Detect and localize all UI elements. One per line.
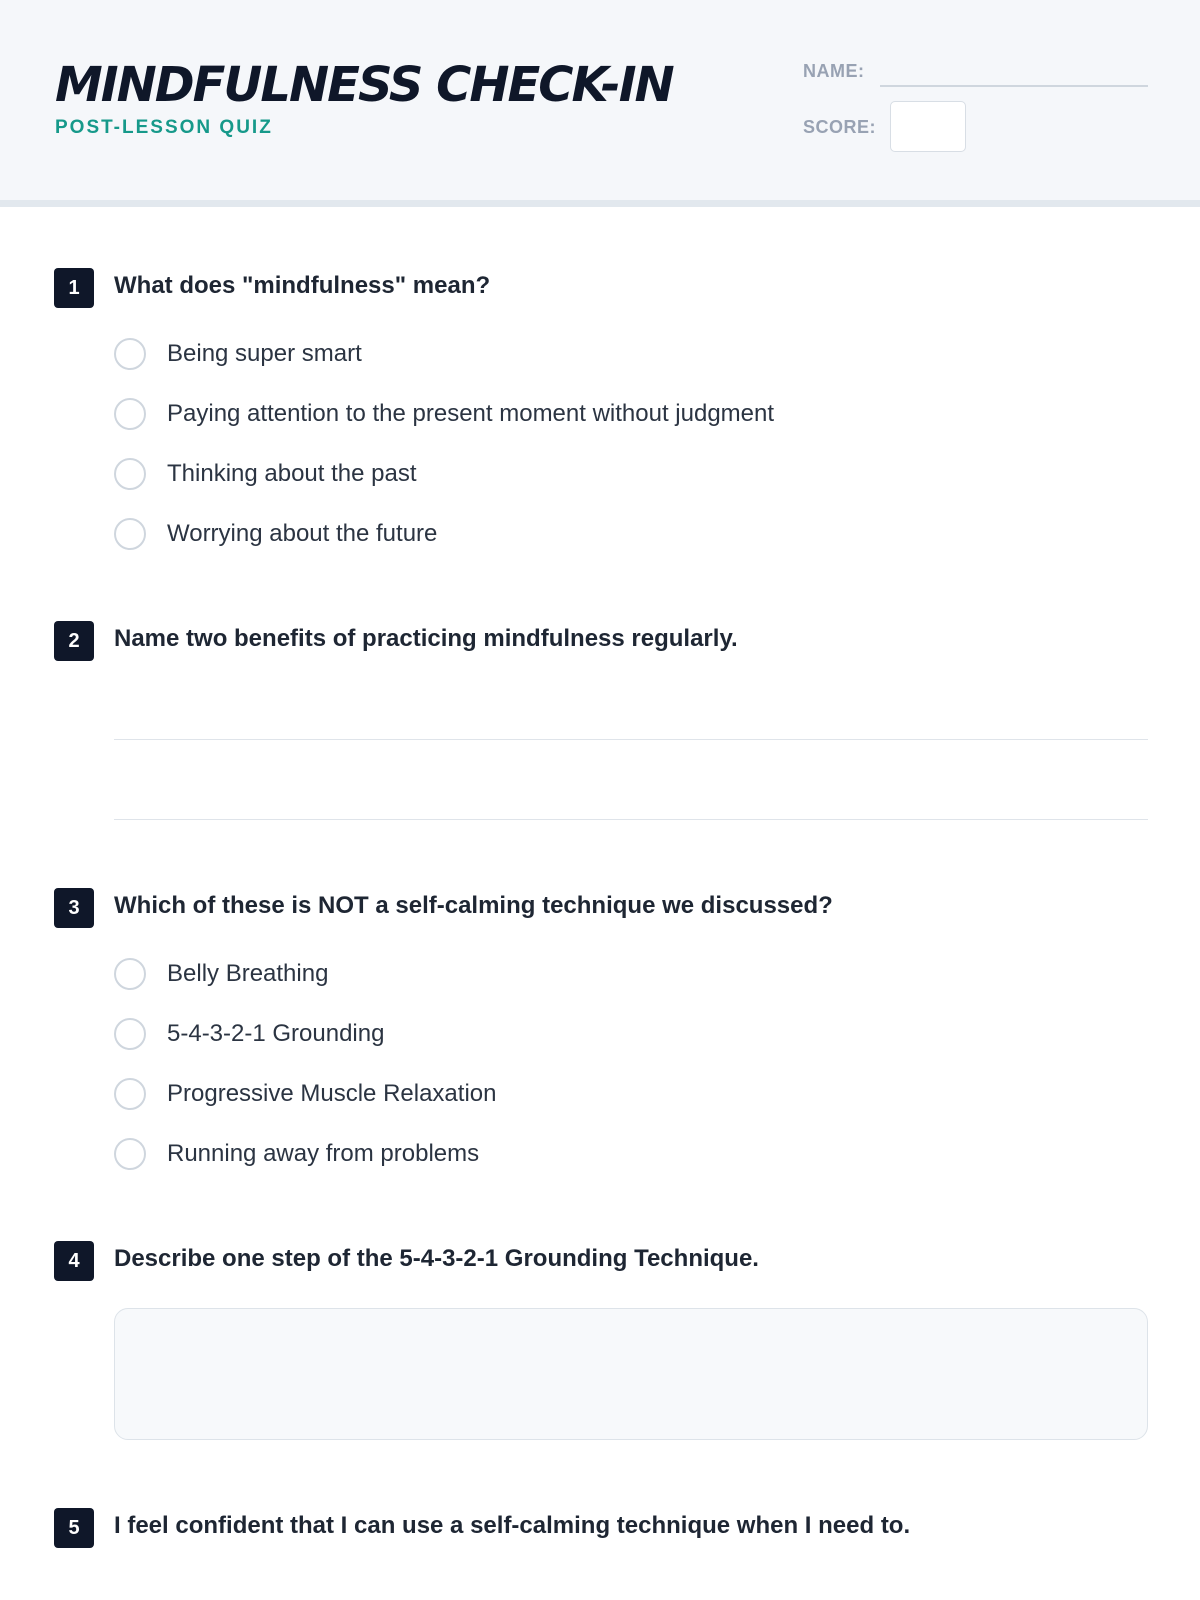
q3-option-3-radio[interactable] xyxy=(114,1078,146,1110)
question-number-3: 3 xyxy=(54,888,94,928)
q4-answer-box[interactable] xyxy=(114,1308,1148,1440)
q1-option-1-label: Being super smart xyxy=(167,340,362,367)
q3-option-4-label: Running away from problems xyxy=(167,1140,480,1167)
question-2-text: Name two benefits of practicing mindfulness regularly. xyxy=(114,625,738,652)
q3-option-1-label: Belly Breathing xyxy=(167,960,329,987)
q1-option-2-label: Paying attention to the present moment without judgment xyxy=(167,400,775,427)
q3-option-2-radio[interactable] xyxy=(114,1018,146,1050)
score-field[interactable] xyxy=(890,101,966,152)
question-3-text: Which of these is NOT a self-calming technique we discussed? xyxy=(114,892,833,919)
q1-option-3-label: Thinking about the past xyxy=(167,460,417,487)
question-number-2: 2 xyxy=(54,621,94,661)
question-number-1: 1 xyxy=(54,268,94,308)
question-4-text: Describe one step of the 5-4-3-2-1 Grounding Technique. xyxy=(114,1245,759,1272)
page-subtitle: POST-LESSON QUIZ xyxy=(55,117,273,138)
quiz-header xyxy=(0,0,1200,207)
q2-answer-line-1[interactable] xyxy=(114,739,1148,740)
name-label: NAME: xyxy=(803,61,865,81)
q1-option-2-radio[interactable] xyxy=(114,398,146,430)
question-5-text: I feel confident that I can use a self-calming technique when I need to. xyxy=(114,1512,911,1539)
question-number-4: 4 xyxy=(54,1241,94,1281)
q1-option-3-radio[interactable] xyxy=(114,458,146,490)
q1-option-4-radio[interactable] xyxy=(114,518,146,550)
q1-option-1-radio[interactable] xyxy=(114,338,146,370)
q3-option-4-radio[interactable] xyxy=(114,1138,146,1170)
page-title: MINDFULNESS CHECK-IN xyxy=(55,57,673,113)
q3-option-3-label: Progressive Muscle Relaxation xyxy=(167,1080,497,1107)
q3-option-2-label: 5-4-3-2-1 Grounding xyxy=(167,1020,385,1047)
q2-answer-line-2[interactable] xyxy=(114,819,1148,820)
score-label: SCORE: xyxy=(803,117,877,137)
q1-option-4-label: Worrying about the future xyxy=(167,520,438,547)
q3-option-1-radio[interactable] xyxy=(114,958,146,990)
name-field[interactable] xyxy=(880,85,1148,87)
question-number-5: 5 xyxy=(54,1508,94,1548)
question-1-text: What does "mindfulness" mean? xyxy=(114,272,491,299)
